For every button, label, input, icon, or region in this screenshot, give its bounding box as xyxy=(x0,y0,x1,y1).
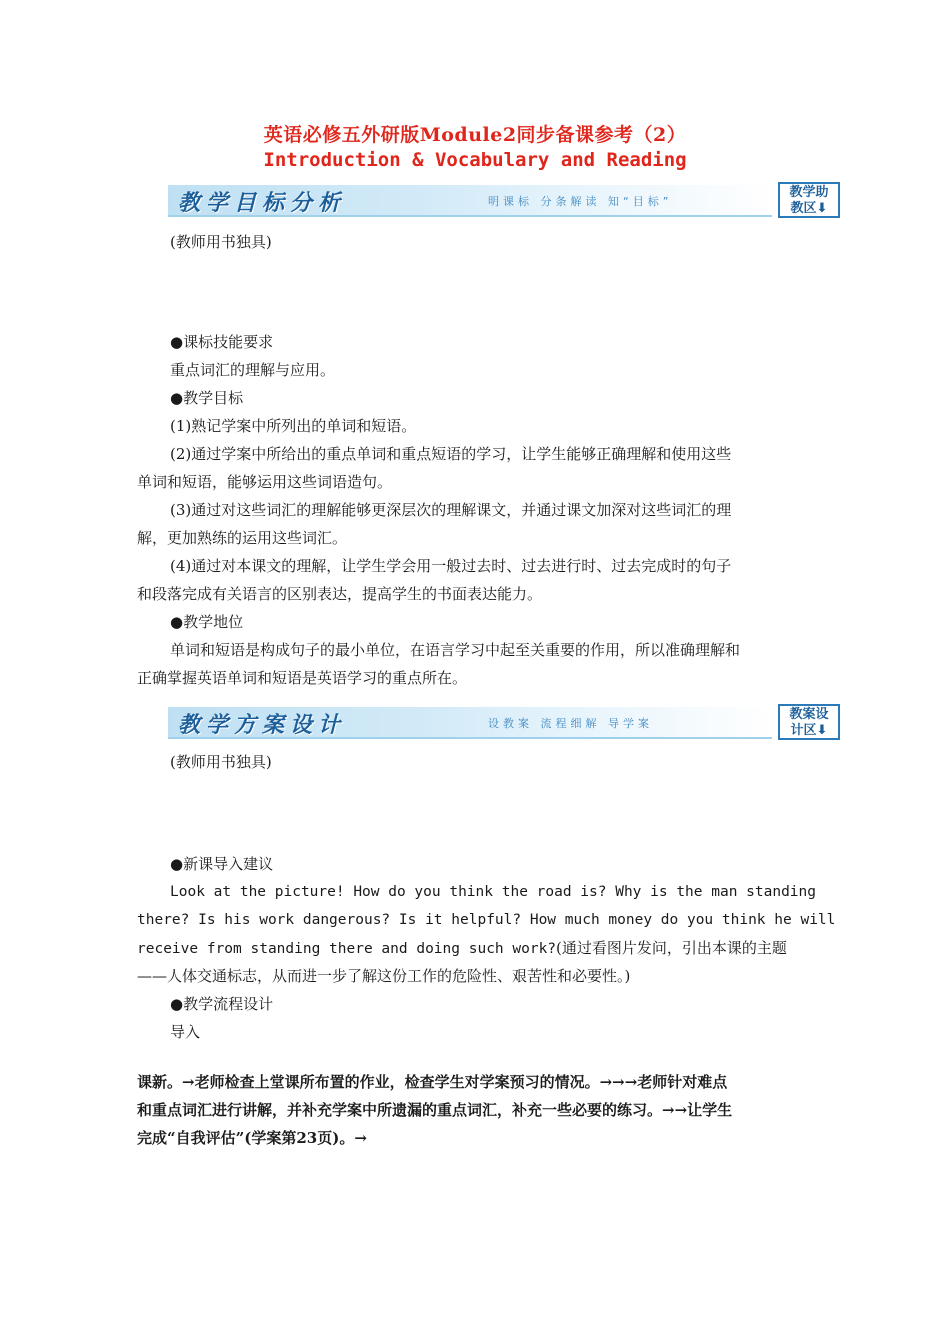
flow-line: 课新。→老师检查上堂课所布置的作业，检查学生对学案预习的情况。→→→老师针对难点 xyxy=(137,1073,728,1091)
section-banner-design xyxy=(168,704,840,742)
banner-side-box xyxy=(778,182,840,218)
intro-line-en: receive from standing there and doing such work? xyxy=(137,941,557,957)
banner-box-line: 教案设 xyxy=(789,707,829,722)
heading-position: ●教学地位 xyxy=(170,613,244,631)
banner-box-line: 计区⬇ xyxy=(790,723,828,738)
banner-subtitle: 设教案 流程细解 导学案 xyxy=(488,717,653,730)
goal-item: (3)通过对这些词汇的理解能够更深层次的理解课文，并通过课文加深对这些词汇的理 xyxy=(170,501,732,519)
goal-item-cont: 和段落完成有关语言的区别表达，提高学生的书面表达能力。 xyxy=(137,585,543,603)
heading-standard: ●课标技能要求 xyxy=(170,333,274,351)
banner-side-box xyxy=(778,704,840,740)
goal-item: (2)通过学案中所给出的重点单词和重点短语的学习，让学生能够正确理解和使用这些 xyxy=(170,445,732,463)
banner-title: 教学目标分析 xyxy=(178,190,347,216)
banner-box-line: 教区⬇ xyxy=(790,201,828,216)
intro-line xyxy=(137,934,787,963)
heading-intro: ●新课导入建议 xyxy=(170,855,274,873)
paragraph: 重点词汇的理解与应用。 xyxy=(170,361,336,379)
banner-box-line: 教学助 xyxy=(789,185,829,200)
document-title-en: Introduction & Vocabulary and Reading xyxy=(263,149,687,171)
intro-line-cn: (通过看图片发问，引出本课的主题 xyxy=(556,939,787,957)
teacher-only-note: (教师用书独具) xyxy=(170,233,272,251)
banner-subtitle: 明课标 分条解读 知“目标” xyxy=(488,195,673,208)
intro-line: there? Is his work dangerous? Is it helpful? How much money do you think he will xyxy=(137,912,836,928)
intro-line: Look at the picture! How do you think the road is? Why is the man standing xyxy=(170,884,817,900)
paragraph: 单词和短语是构成句子的最小单位，在语言学习中起至关重要的作用，所以准确理解和 xyxy=(170,641,741,659)
paragraph-cont: 正确掌握英语单词和短语是英语学习的重点所在。 xyxy=(137,669,468,687)
flow-line: 完成“自我评估”(学案第23页)。→ xyxy=(137,1129,367,1147)
intro-line: ——人体交通标志，从而进一步了解这份工作的危险性、艰苦性和必要性。) xyxy=(137,967,631,985)
flow-lead: 导入 xyxy=(170,1023,201,1041)
document-title-cn: 英语必修五外研版Module2同步备课参考（2） xyxy=(263,124,687,146)
section-banner-objectives xyxy=(168,182,840,220)
teacher-only-note: (教师用书独具) xyxy=(170,753,272,771)
goal-item-cont: 解，更加熟练的运用这些词汇。 xyxy=(137,529,348,547)
goal-item: (4)通过对本课文的理解，让学生学会用一般过去时、过去进行时、过去完成时的句子 xyxy=(170,557,732,575)
heading-goals: ●教学目标 xyxy=(170,389,244,407)
heading-flow: ●教学流程设计 xyxy=(170,995,274,1013)
goal-item-cont: 单词和短语，能够运用这些词语造句。 xyxy=(137,473,393,491)
goal-item: (1)熟记学案中所列出的单词和短语。 xyxy=(170,417,417,435)
flow-line: 和重点词汇进行讲解，并补充学案中所遗漏的重点词汇，补充一些必要的练习。→→让学生 xyxy=(137,1101,733,1119)
banner-title: 教学方案设计 xyxy=(178,712,347,738)
